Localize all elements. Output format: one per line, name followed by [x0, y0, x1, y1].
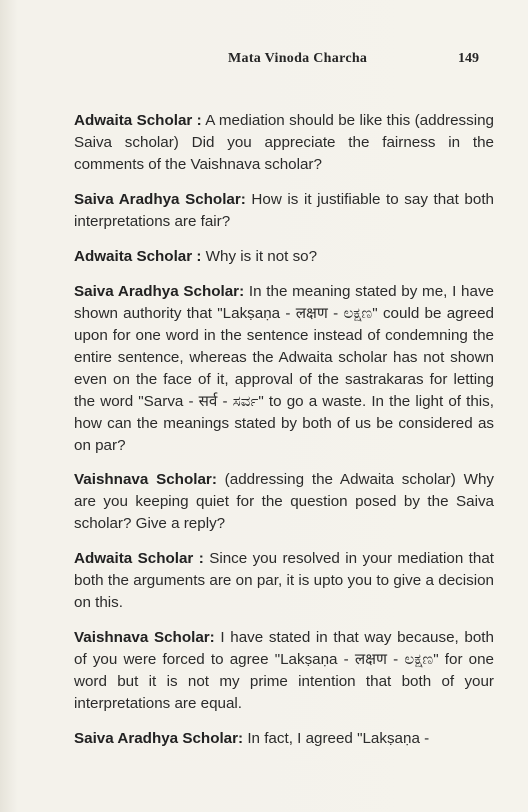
speaker-name: Saiva Aradhya Scholar: — [74, 283, 245, 300]
dialogue-paragraph — [74, 189, 494, 233]
speaker-name: Saiva Aradhya Scholar: — [74, 730, 244, 747]
speech-text: How is it justifiable to say that both interpretations are fair? — [74, 191, 494, 230]
dialogue-paragraph — [74, 281, 494, 457]
dialogue-paragraph — [74, 728, 494, 750]
speech-text: Why is it not so? — [201, 248, 318, 265]
running-head — [0, 51, 528, 71]
page-number: 149 — [458, 51, 479, 66]
running-title: Mata Vinoda Charcha — [228, 51, 368, 66]
dialogue-body — [74, 110, 494, 763]
dialogue-paragraph — [74, 469, 494, 535]
speech-text: Since you resolved in your mediation that both the arguments are on par, it is upto you to give a decision on this. — [74, 550, 494, 611]
speaker-name: Saiva Aradhya Scholar: — [74, 191, 246, 208]
dialogue-paragraph — [74, 548, 494, 614]
speaker-name: Adwaita Scholar : — [74, 550, 204, 567]
speech-text: (addressing the Adwaita scholar) Why are you keeping quiet for the question posed by the Saiva scholar? Give a reply? — [74, 471, 494, 532]
speaker-name: Adwaita Scholar : — [74, 112, 202, 129]
speech-text: I have stated in that way because, both of you were forced to agree "Lakṣaṇa - लक्षण - ಲಕ್ಷಣ" for one word but it is not my prime intention that both of your interpretations are equal. — [74, 629, 494, 712]
speaker-name: Adwaita Scholar : — [74, 248, 202, 265]
speaker-name: Vaishnava Scholar: — [74, 471, 217, 488]
speaker-name: Vaishnava Scholar: — [74, 629, 215, 646]
speech-text: A mediation should be like this (addressing Saiva scholar) Did you appreciate the fairness in the comments of the Vaishnava scholar? — [74, 112, 494, 173]
dialogue-paragraph — [74, 110, 494, 176]
speech-text: In the meaning stated by me, I have shown authority that "Lakṣaṇa - लक्षण - ಲಕ್ಷಣ" could be agreed upon for one word in the sentence instead of condemning the entire sentence, whereas the Adwaita scholar has not shown even on the face of it, approval of the sastrakaras for letting the word "Sarva - सर्व - ಸರ್ವ" to go a waste. In the light of this, how can the meanings stated by both of us be considered as on par? — [74, 283, 494, 454]
speech-text: In fact, I agreed "Lakṣaṇa - — [243, 730, 430, 747]
dialogue-paragraph — [74, 627, 494, 715]
dialogue-paragraph — [74, 246, 494, 268]
